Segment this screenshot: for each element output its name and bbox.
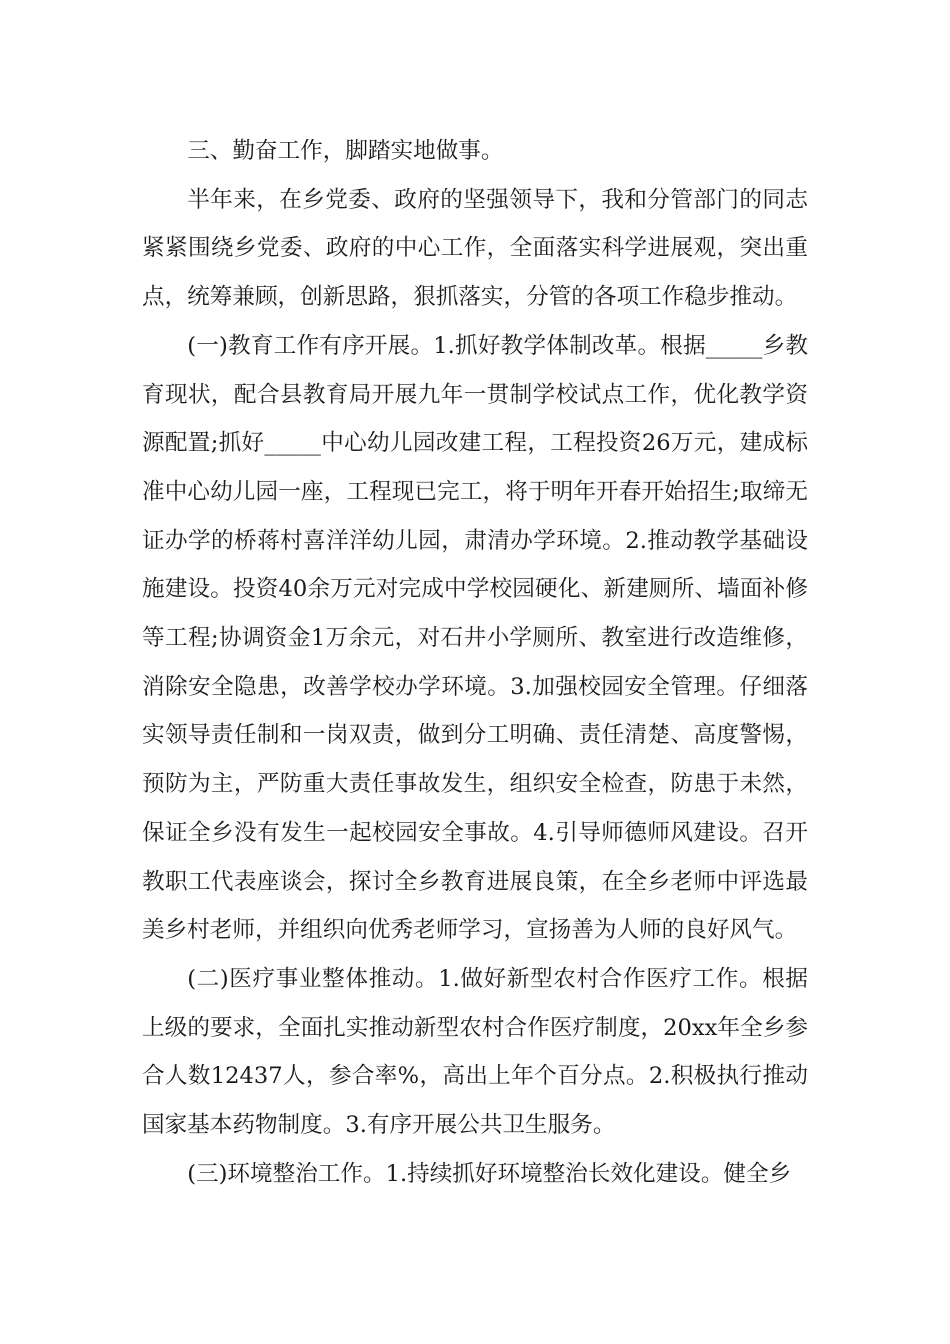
environment-paragraph: (三)环境整治工作。1.持续抓好环境整治长效化建设。健全乡 bbox=[187, 1160, 792, 1187]
document-page bbox=[142, 127, 808, 1198]
section-heading: 三、勤奋工作，脚踏实地做事。 bbox=[187, 138, 504, 164]
medical-paragraph: (二)医疗事业整体推动。1.做好新型农村合作医疗工作。根据上级的要求，全面扎实推动新型农村合作医疗制度，20xx年全乡参合人数12437人，参合率%，高出上年个百分点。2.积极执行推动国家基本药物制度。3.有序开展公共卫生服务。 bbox=[142, 965, 808, 1139]
intro-paragraph: 半年来，在乡党委、政府的坚强领导下，我和分管部门的同志紧紧围绕乡党委、政府的中心工作，全面落实科学进展观，突出重点，统筹兼顾，创新思路，狠抓落实，分管的各项工作稳步推动。 bbox=[142, 186, 808, 311]
education-paragraph: (一)教育工作有序开展。1.抓好教学体制改革。根据_____乡教育现状，配合县教育局开展九年一贯制学校试点工作，优化教学资源配置;抓好_____中心幼儿园改建工程，工程投资26万元，建成标准中心幼儿园一座，工程现已完工，将于明年开春开始招生;取缔无证办学的桥蒋村喜洋洋幼儿园，肃清办学环境。2.推动教学基础设施建设。投资40余万元对完成中学校园硬化、新建厕所、墙面补修等工程;协调资金1万余元，对石井小学厕所、教室进行改造维修，消除安全隐患，改善学校办学环境。3.加强校园安全管理。仔细落实领导责任制和一岗双责，做到分工明确、责任清楚、高度警惕，预防为主，严防重大责任事故发生，组织安全检查，防患于未然，保证全乡没有发生一起校园安全事故。4.引导师德师风建设。召开教职工代表座谈会，探讨全乡教育进展良策，在全乡老师中评选最美乡村老师，并组织向优秀老师学习，宣扬善为人师的良好风气。 bbox=[142, 332, 808, 944]
